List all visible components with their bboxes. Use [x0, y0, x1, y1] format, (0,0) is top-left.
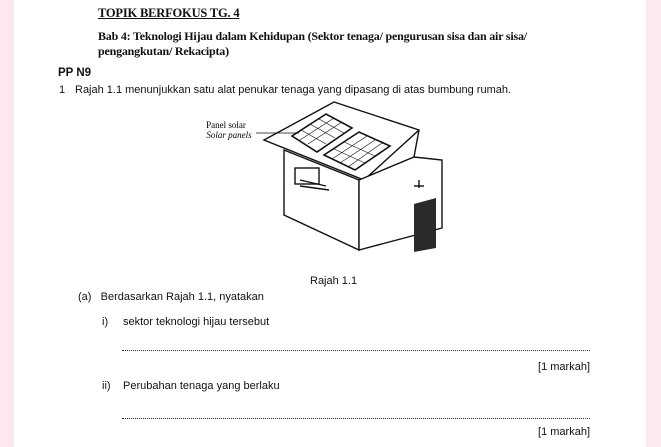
sub-question-1-text: sektor teknologi hijau tersebut — [123, 316, 270, 328]
solar-panel-label-english: Solar panels — [206, 130, 252, 140]
question-code: PP N9 — [58, 67, 92, 79]
chapter-title: Bab 4: Teknologi Hijau dalam Kehidupan (Sektor tenaga/ pengurusan sisa dan air sisa/ pengangkutan/ Rekacipta) — [98, 29, 527, 58]
sub-question-2-text: Perubahan tenaga yang berlaku — [123, 380, 280, 392]
marks-1: [1 markah] — [538, 361, 590, 373]
question-number: 1 — [59, 84, 66, 96]
house-solar-panel-figure — [174, 100, 484, 265]
house-door — [414, 198, 436, 252]
answer-line-2[interactable] — [122, 418, 590, 419]
sub-question-1-number: i) — [102, 316, 109, 328]
marks-2: [1 markah] — [538, 426, 590, 438]
part-a-text: Berdasarkan Rajah 1.1, nyatakan — [100, 291, 264, 303]
solar-panel-label: Panel solar — [206, 120, 246, 130]
part-a-label: (a) — [78, 291, 92, 303]
sub-question-2-number: ii) — [102, 380, 111, 392]
topic-heading: TOPIK BERFOKUS TG. 4 — [98, 6, 240, 20]
figure-caption: Rajah 1.1 — [310, 275, 358, 287]
question-stem: Rajah 1.1 menunjukkan satu alat penukar tenaga yang dipasang di atas bumbung rumah. — [75, 84, 512, 96]
worksheet-page — [14, 0, 646, 447]
answer-line-1[interactable] — [122, 350, 590, 351]
part-a-prompt — [78, 291, 264, 303]
